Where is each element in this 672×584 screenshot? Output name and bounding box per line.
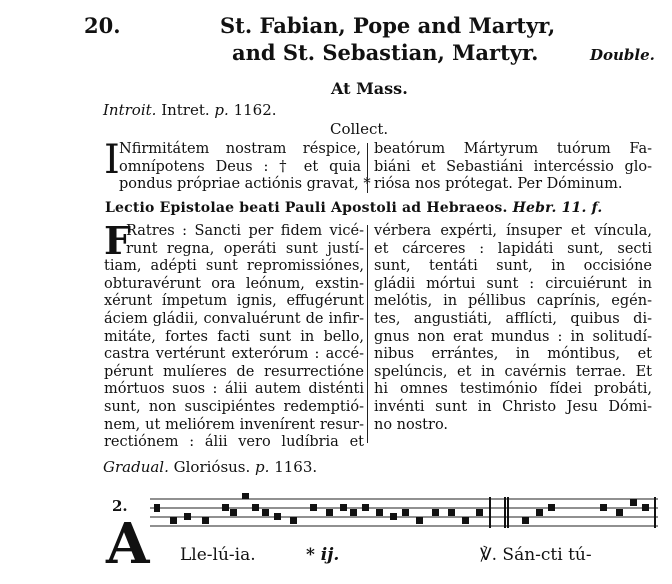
epistle-right-line: spelúncis, et in cavérnis terrae. Et (374, 363, 652, 380)
chant-mode-number: 2. (112, 497, 128, 515)
epistle-left-line: Ratres : Sancti per fidem vicé- (126, 223, 364, 239)
epistle-right-line: tes, angustiáti, afflícti, quibus di- (374, 310, 652, 327)
chant-lyric-alleluia: Lle-lú-ia. (180, 545, 256, 565)
chant-verse-lyric: ℣. Sán-cti tú- (480, 545, 592, 565)
epistle-right-line: gládii mórtui sunt : circuiérunt in (374, 275, 652, 292)
feast-title-line2: and St. Sebastian, Martyr. (232, 40, 539, 65)
epistle-left-line: castra vertérunt exterórum : accé- (104, 346, 364, 363)
introit-label: Introit. (103, 101, 157, 119)
epistle-left-column (104, 218, 364, 452)
collect-column-rule (367, 143, 368, 193)
chant-initial: A (106, 511, 150, 577)
collect-left-column (104, 137, 371, 194)
epistle-left-line: pérunt mulíeres de resurrectióne (104, 363, 364, 380)
at-mass-heading: At Mass. (331, 79, 408, 98)
epistle-title: Lectio Epistolae beati Pauli Apostoli ad Hebraeos. (105, 200, 508, 216)
introit-text: Intret. (156, 101, 215, 119)
chant-star-ij: * ij. (306, 545, 340, 565)
epistle-left-line: mórtuos suos : álii autem disténti (104, 381, 364, 398)
epistle-right-line: invénti sunt in Christo Jesu Dómi- (374, 398, 652, 415)
epistle-right-line: no nostro. (374, 416, 449, 433)
epistle-right-line: gnus non erat mundus : in solitudí- (374, 328, 652, 345)
epistle-right-column (374, 223, 652, 434)
chant-staff (150, 493, 660, 537)
epistle-right-line: vérbera expérti, ínsuper et víncula, (374, 223, 652, 239)
epistle-right-line: nibus errántes, in móntibus, et (374, 346, 652, 363)
epistle-left-line: áciem gládii, convaluérunt de infir- (104, 310, 364, 327)
feast-rank: Double. (590, 46, 655, 64)
epistle-left-line: xérunt ímpetum ignis, effugérunt (104, 293, 364, 310)
page-number: 20. (84, 13, 121, 38)
collect-left-line: pondus própriae actiónis gravat, * (119, 176, 371, 193)
collect-left-line: omnípotens Deus : † et quia (119, 158, 361, 175)
introit-page: 1162. (228, 101, 277, 119)
epistle-reference: Hebr. 11. f. (512, 200, 603, 216)
gradual-line (103, 458, 317, 476)
epistle-left-line: tiam, adépti sunt repromissiónes, (104, 258, 364, 275)
gradual-label: Gradual. (103, 458, 169, 476)
gradual-p: p. (255, 458, 270, 476)
introit-line (103, 101, 277, 119)
epistle-heading (105, 200, 602, 216)
gradual-text: Gloriósus. (168, 458, 256, 476)
epistle-right-line: hi omnes testimónio fídei probáti, (374, 381, 652, 398)
epistle-left-line: obturavérunt ora leónum, exstin- (104, 275, 364, 292)
introit-p: p. (214, 101, 229, 119)
epistle-left-line: mitáte, fortes facti sunt in bello, (104, 328, 364, 345)
collect-dropcap: I (104, 137, 120, 183)
epistle-left-line: runt regna, operáti sunt justí- (126, 240, 364, 257)
collect-left-line: Nfirmitátem nostram réspice, (119, 141, 361, 157)
collect-right-line: riósa nos prótegat. Per Dóminum. (374, 176, 623, 193)
collect-heading: Collect. (330, 120, 389, 138)
collect-right-line: beatórum Mártyrum tuórum Fa- (374, 141, 652, 157)
epistle-right-line: sunt, tentáti sunt, in occisióne (374, 258, 652, 275)
epistle-right-line: et cárceres : lapidáti sunt, secti (374, 240, 652, 257)
gradual-page: 1163. (269, 458, 318, 476)
epistle-left-line: nem, ut meliórem invenírent resur- (104, 416, 364, 433)
epistle-left-line: rectiónem : álii vero ludíbria et (104, 434, 364, 451)
epistle-column-rule (367, 225, 368, 443)
collect-right-column (374, 141, 652, 194)
epistle-left-line: sunt, non suscipiéntes redemptió- (104, 398, 364, 415)
epistle-dropcap: F (104, 218, 131, 263)
epistle-right-line: melótis, in péllibus caprínis, egén- (374, 293, 652, 310)
feast-title-line1: St. Fabian, Pope and Martyr, (220, 13, 556, 38)
collect-right-line: biáni et Sebastiáni intercéssio glo- (374, 158, 652, 175)
